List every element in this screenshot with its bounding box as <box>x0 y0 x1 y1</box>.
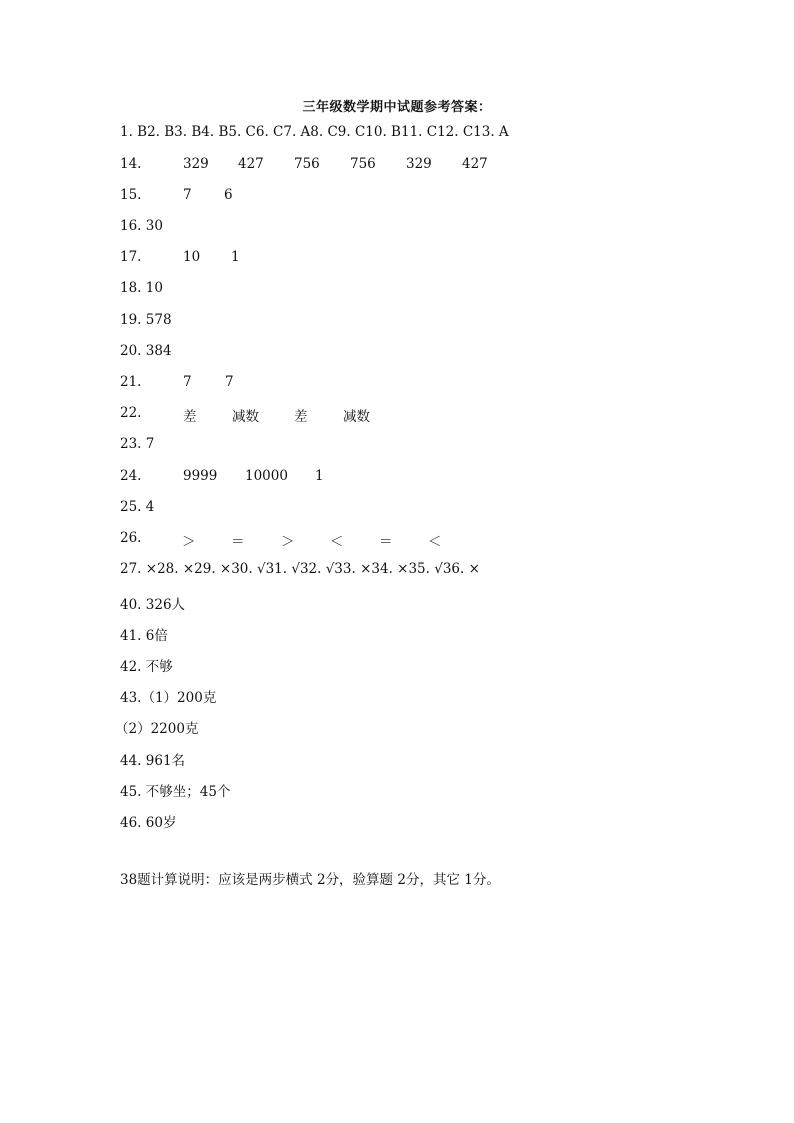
question-number: 21. <box>120 374 142 390</box>
answer-cell: 减数 <box>232 409 259 425</box>
answer-line-1-13: 1. B2. B3. B4. B5. C6. C7. A8. C9. C10. B11. C12. C13. A <box>120 124 509 140</box>
answer-cell: ＜ <box>428 534 442 550</box>
answer-cell: 差 <box>294 409 308 425</box>
answer-cell: ＝ <box>379 534 393 550</box>
answer-cell: 6 <box>224 187 233 203</box>
answer-cell: 7 <box>183 187 192 203</box>
answer-cell: ＞ <box>182 534 196 550</box>
answer-cell: 7 <box>183 374 192 390</box>
answer-cell: 10 <box>183 249 201 265</box>
answer-cell: ＝ <box>231 534 245 550</box>
answer-line-46: 46. 60岁 <box>120 815 177 831</box>
answer-line-15 <box>120 187 233 207</box>
answer-cell: 减数 <box>343 409 370 425</box>
question-number: 17. <box>120 249 142 265</box>
answer-cell: 1 <box>315 468 324 484</box>
question-number: 26. <box>120 530 142 546</box>
answer-line-43-part2: （2）2200克 <box>115 721 199 737</box>
page-title: 三年级数学期中试题参考答案： <box>302 100 492 115</box>
answer-cell: 329 <box>183 156 209 172</box>
answer-line-23: 23. 7 <box>120 436 155 452</box>
answer-line-19: 19. 578 <box>120 312 172 328</box>
answer-line-43-part1: 43.（1）200克 <box>120 690 217 706</box>
answer-line-40: 40. 326人 <box>120 597 186 613</box>
answer-line-25: 25. 4 <box>120 499 155 515</box>
answer-cell: 427 <box>462 156 488 172</box>
answer-line-45: 45. 不够坐；45个 <box>120 784 231 800</box>
question-number: 22. <box>120 405 142 421</box>
answer-line-14 <box>120 156 488 176</box>
answer-line-22 <box>120 405 370 425</box>
answer-line-16: 16. 30 <box>120 218 163 234</box>
answer-line-41: 41. 6倍 <box>120 628 168 644</box>
question-number: 14. <box>120 156 142 172</box>
answer-line-27-36: 27. ×28. ×29. ×30. √31. √32. √33. ×34. ×35. √36. × <box>120 561 480 577</box>
answer-cell: 756 <box>294 156 320 172</box>
answer-cell: ＞ <box>281 534 295 550</box>
answer-line-17 <box>120 249 240 269</box>
answer-cell: 1 <box>231 249 240 265</box>
answer-line-18: 18. 10 <box>120 280 163 296</box>
question-number: 24. <box>120 468 142 484</box>
answer-line-24 <box>120 468 324 488</box>
scoring-note: 38题计算说明：应该是两步横式 2分，验算题 2分，其它 1分。 <box>120 872 500 888</box>
answer-line-42: 42. 不够 <box>120 659 173 675</box>
answer-line-44: 44. 961名 <box>120 753 186 769</box>
answer-cell: ＜ <box>330 534 344 550</box>
answer-line-20: 20. 384 <box>120 343 172 359</box>
answer-cell: 10000 <box>245 468 288 484</box>
answer-cell: 427 <box>238 156 264 172</box>
question-number: 15. <box>120 187 142 203</box>
answer-cell: 7 <box>225 374 234 390</box>
answer-line-21 <box>120 374 234 394</box>
answer-line-26 <box>120 530 442 550</box>
answer-cell: 756 <box>350 156 376 172</box>
answer-cell: 329 <box>406 156 432 172</box>
answer-cell: 9999 <box>183 468 218 484</box>
answer-cell: 差 <box>183 409 197 425</box>
